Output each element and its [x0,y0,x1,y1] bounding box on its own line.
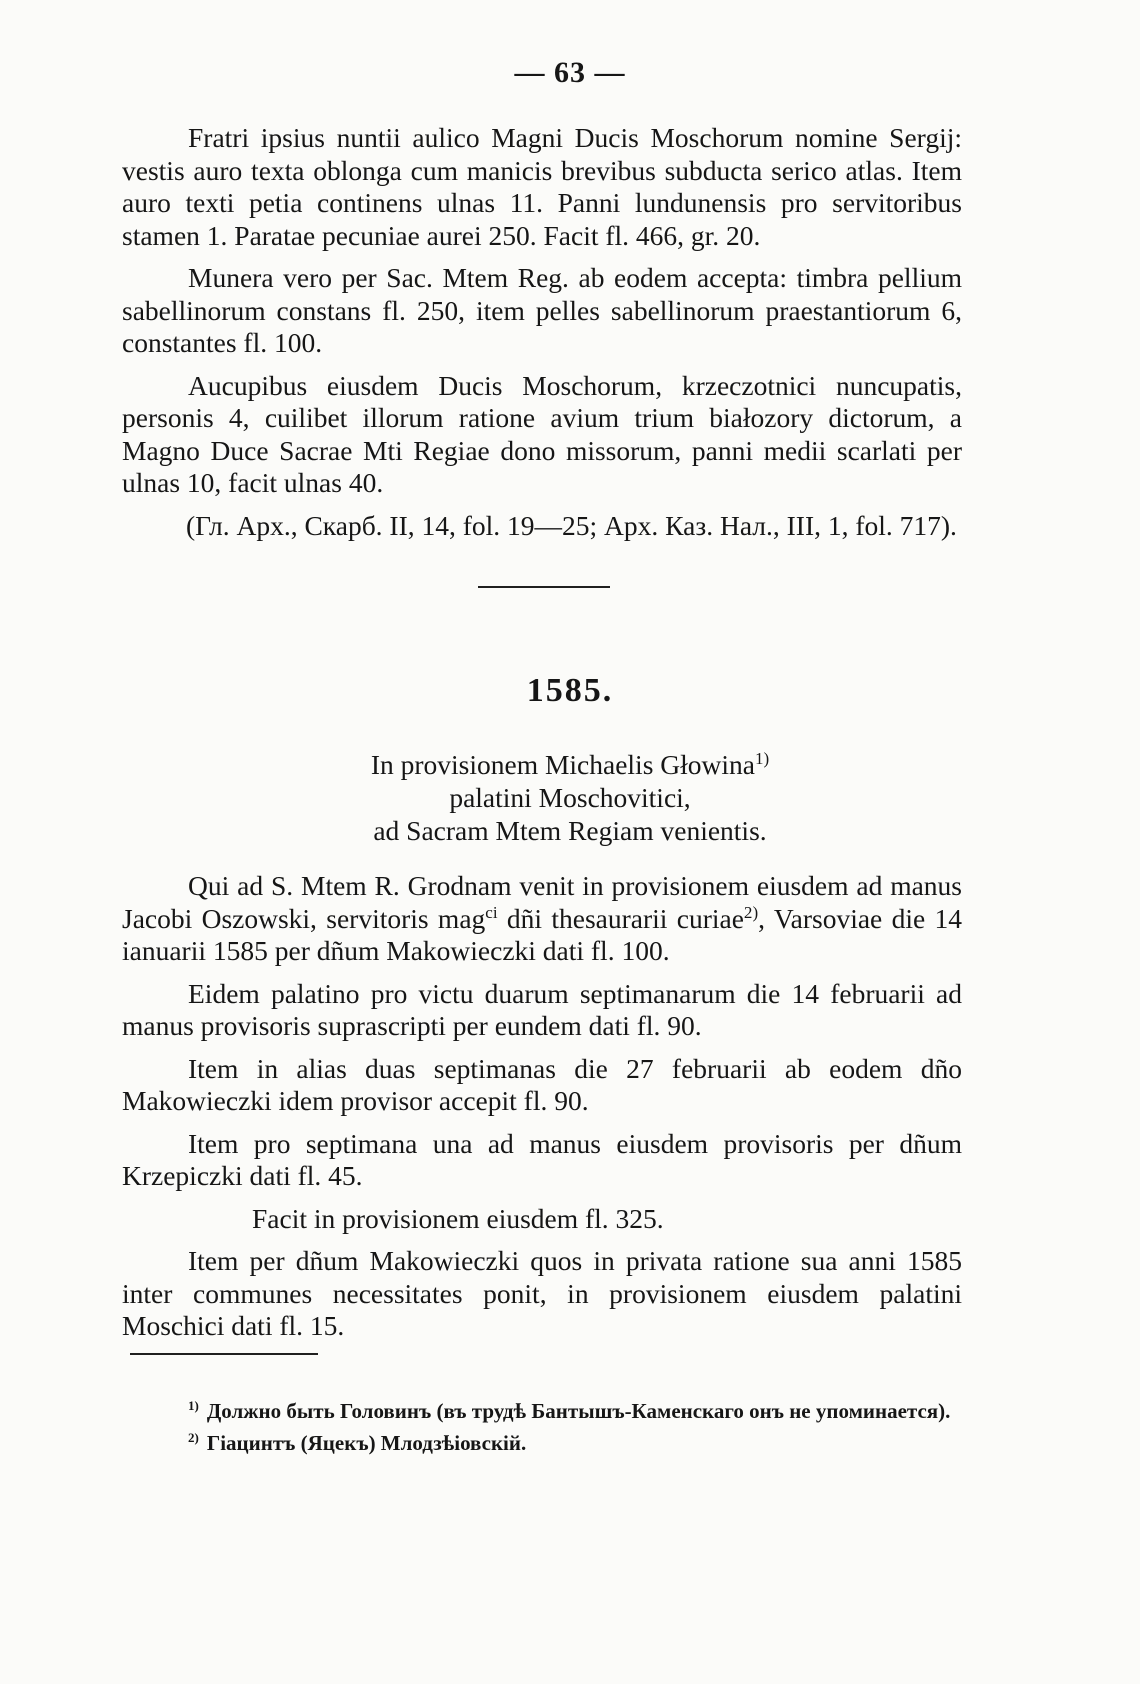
superscript-abbrev: ci [485,902,498,922]
footnote-ref: 1) [754,748,770,768]
year-heading: 1585. [526,672,614,709]
title-line: ad Sacram Mtem Regiam venientis. [373,815,767,846]
paragraph: Munera vero per Sac. Mtem Reg. ab eodem accepta: timbra pellium sabellinorum constans fl. 250, item pelles sabellinorum praestantiorum 6, constantes fl. 100. [122,262,962,358]
footnote-mark: 2) [188,1430,199,1445]
page-number: — 63 — [514,56,626,89]
paragraph-text: dñi thesaurarii curiae [497,902,744,934]
footnote [126,1430,960,1457]
paragraph: Item in alias duas septimanas die 27 februarii ab eodem dño Makowieczki idem provisor accepit fl. 90. [122,1052,962,1116]
footnote-mark: 1) [188,1398,199,1413]
title-line-text: In provisionem Michaelis Głowina [370,749,755,780]
paragraph-text: , Varsoviae die 14 ianuarii 1585 per dñum Makowieczki dati fl. 100. [122,902,962,966]
entry-1585-body [122,870,962,1343]
title-line: palatini Moschovitici, [449,782,691,813]
entry-1584-body [122,122,962,500]
document-title [0,748,1140,847]
footnote [126,1398,960,1425]
footnote-ref: 2) [743,902,759,922]
paragraph-text: Qui ad S. Mtem R. Grodnam venit in provisionem eiusdem ad manus Jacobi Oszowski, servitoris mag [122,870,962,934]
paragraph: Item pro septimana una ad manus eiusdem provisoris per dñum Krzepiczki dati fl. 45. [122,1127,962,1191]
footnotes [126,1398,960,1457]
footnote-divider [130,1353,318,1355]
footnote-text: Должно быть Головинъ (въ трудѣ Бантышъ-Каменскаго онъ не упоминается). [206,1399,951,1423]
section-divider [478,586,610,588]
title-line [0,748,1140,781]
sum-line: Facit in provisionem eiusdem fl. 325. [252,1202,664,1234]
paragraph [122,870,962,968]
footnote-text: Гіацинтъ (Яцекъ) Млодзѣіовскій. [206,1431,527,1455]
archive-citation: (Гл. Арх., Скарб. II, 14, fol. 19—25; Арх. Каз. Нал., III, 1, fol. 717). [186,510,957,541]
paragraph: Fratri ipsius nuntii aulico Magni Ducis Moschorum nomine Sergij: vestis auro texta oblonga cum manicis brevibus subducta serico atlas. Item auro texti petia continens ulnas 11. Panni lundunensis pro servitoribus stamen 1. Paratae pecuniae aurei 250. Facit fl. 466, gr. 20. [122,122,962,251]
paragraph: Item per dñum Makowieczki quos in privata ratione sua anni 1585 inter communes necessitates ponit, in provisionem eiusdem palatini Moschici dati fl. 15. [122,1245,962,1341]
paragraph: Aucupibus eiusdem Ducis Moschorum, krzeczotnici nuncupatis, personis 4, cuilibet illorum ratione avium trium białozory dictorum, a Magno Duce Sacrae Mti Regiae dono missorum, panni medii scarlati per ulnas 10, facit ulnas 40. [122,369,962,498]
paragraph: Eidem palatino pro victu duarum septimanarum die 14 februarii ad manus provisoris suprascripti per eundem dati fl. 90. [122,977,962,1041]
